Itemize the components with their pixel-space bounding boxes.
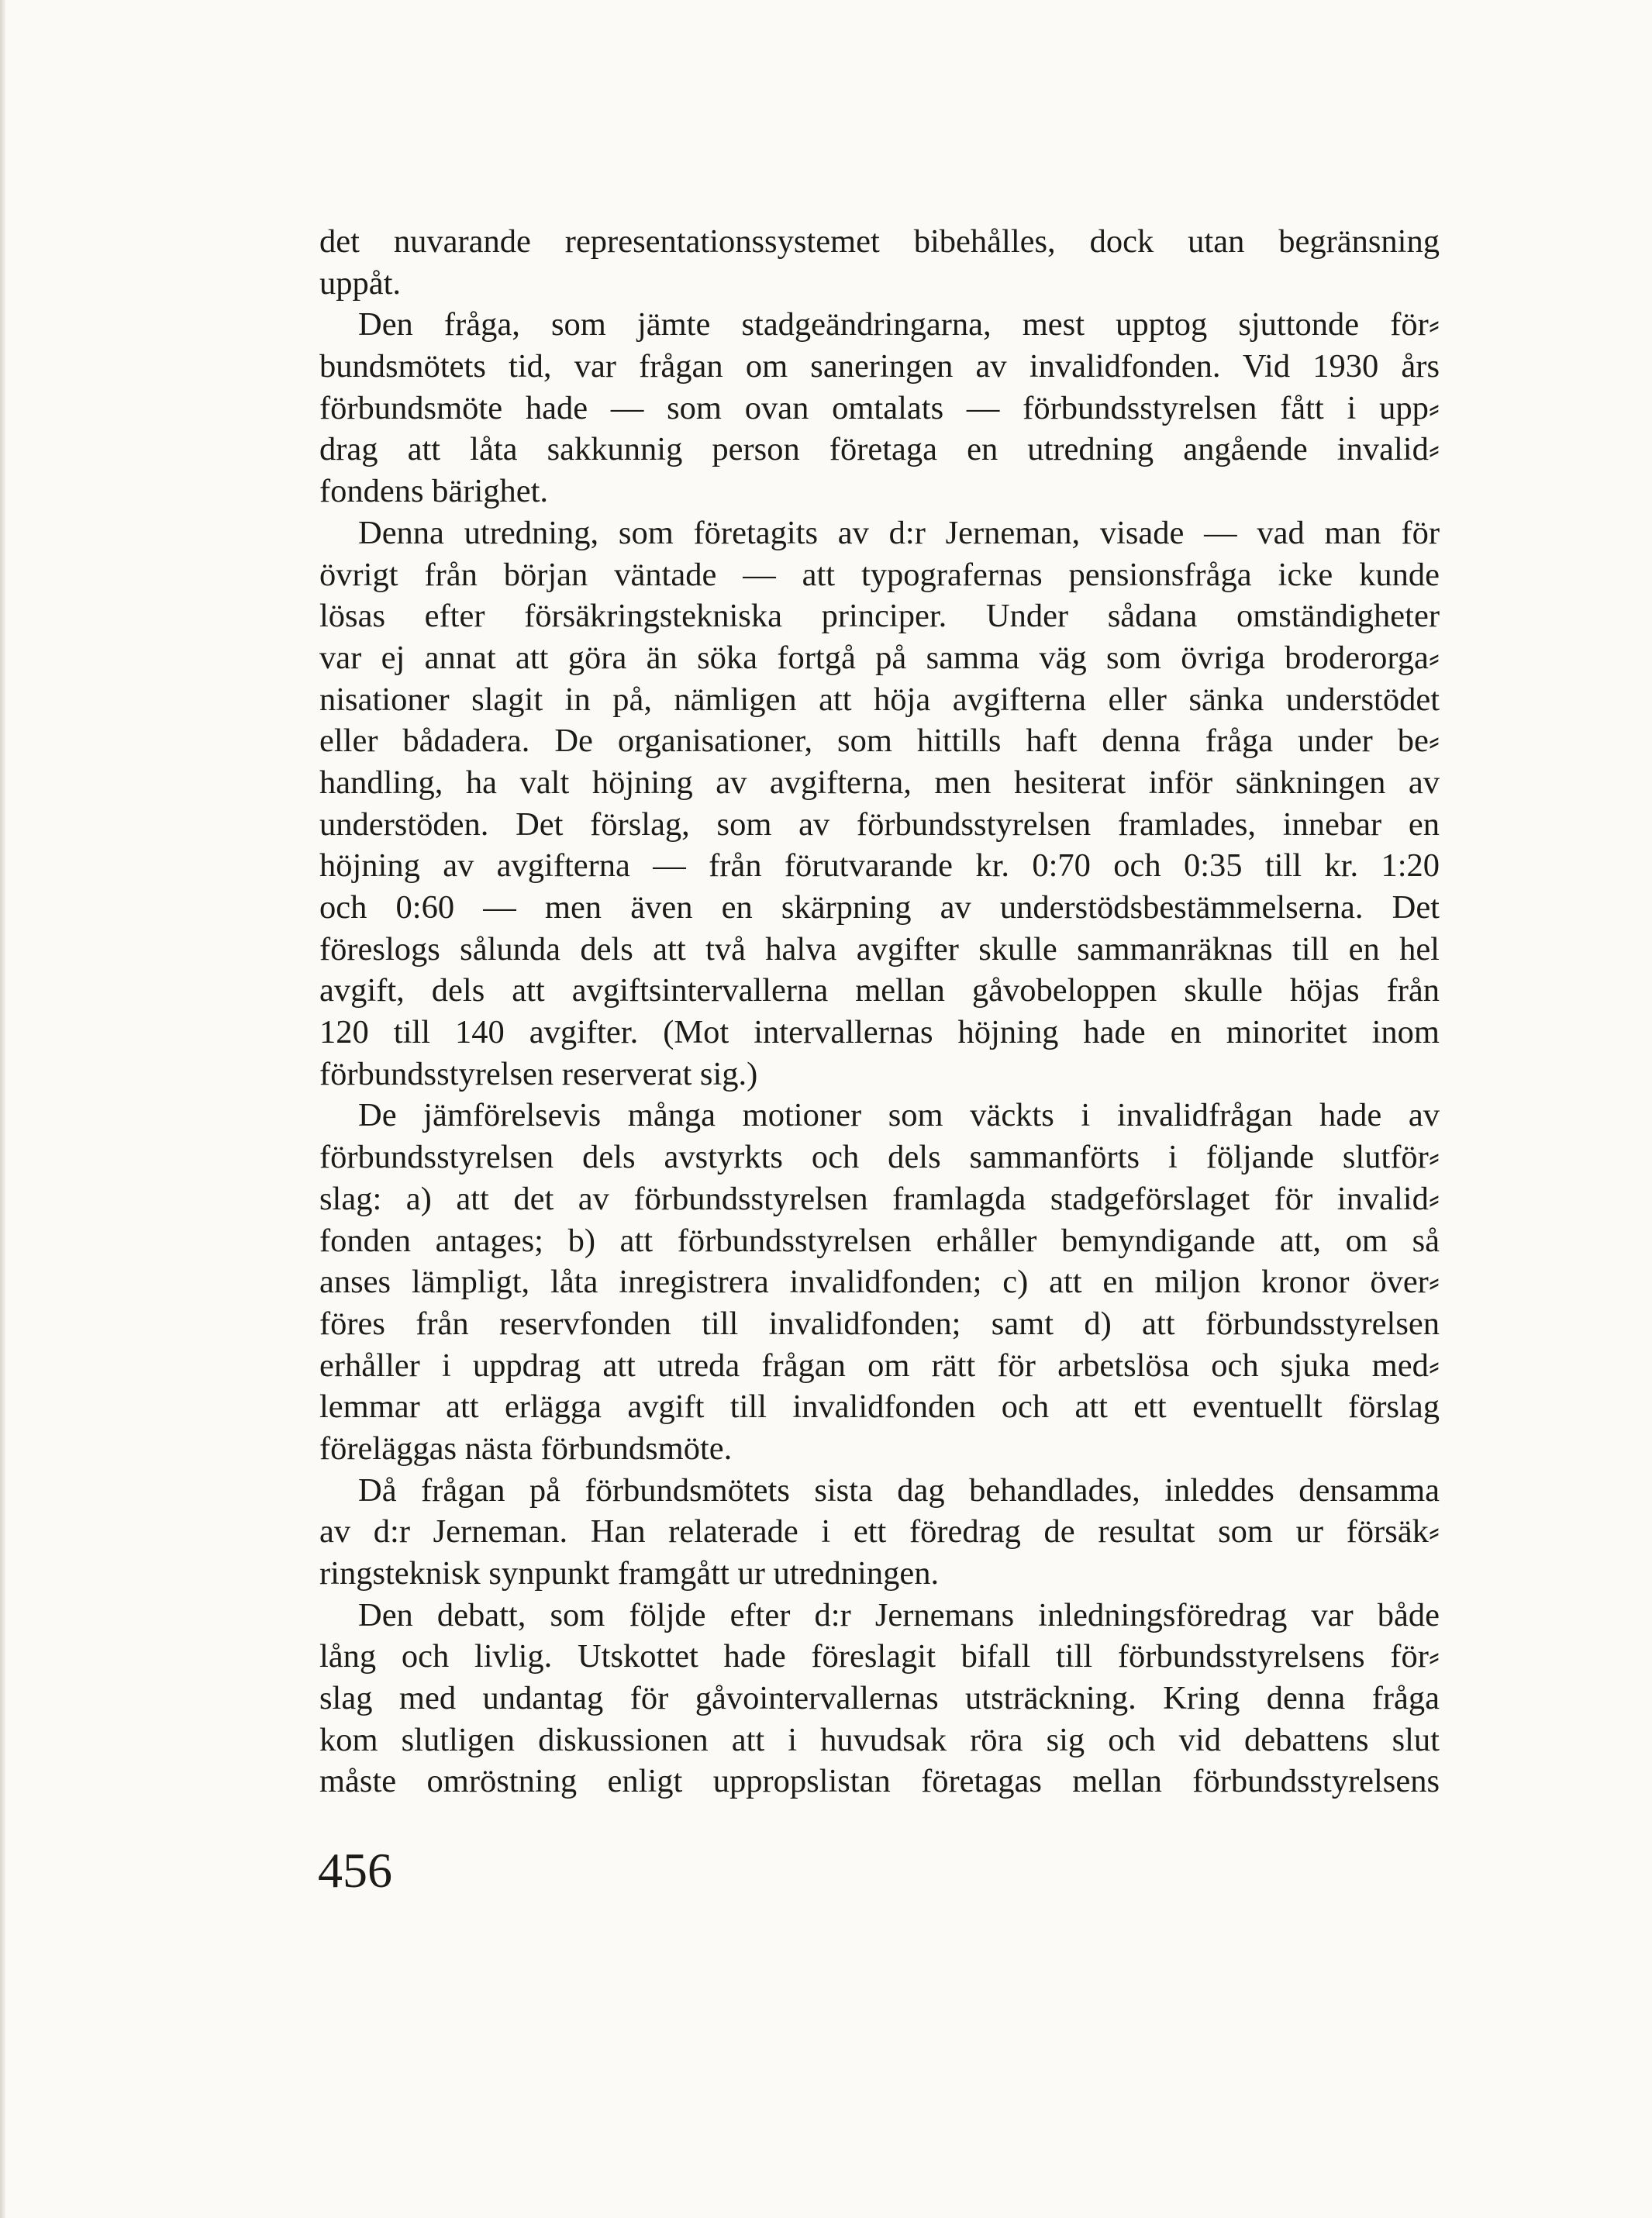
text-line: föreläggas nästa förbundsmöte. <box>319 1430 733 1467</box>
text-line: Den debatt, som följde efter d:r Jernemans inledningsföredrag var både <box>358 1596 1440 1633</box>
text-line: det nuvarande representationssystemet bibehålles, dock utan begränsning <box>319 223 1440 260</box>
text-line: kom slutligen diskussionen att i huvudsak röra sig och vid debattens slut <box>319 1721 1440 1758</box>
body-text <box>319 221 1440 1802</box>
text-line: Då frågan på förbundsmötets sista dag behandlades, inleddes densamma <box>358 1471 1440 1509</box>
text-line: lösas efter försäkringstekniska principer. Under sådana omständigheter <box>319 598 1440 635</box>
text-line: slag: a) att det av förbundsstyrelsen framlagda stadgeförslaget för invalid⸗ <box>319 1180 1440 1217</box>
text-line: höjning av avgifterna — från förutvarande kr. 0:70 och 0:35 till kr. 1:20 <box>319 847 1440 885</box>
text-line: måste omröstning enligt uppropslistan företagas mellan förbundsstyrelsens <box>319 1763 1440 1800</box>
text-line: förbundsmöte hade — som ovan omtalats — förbundsstyrelsen fått i upp⸗ <box>319 389 1440 426</box>
text-line: Denna utredning, som företagits av d:r Jerneman, visade — vad man för <box>358 514 1440 551</box>
text-line: föreslogs sålunda dels att två halva avgifter skulle sammanräknas till en hel <box>319 930 1440 968</box>
text-line: förbundsstyrelsen dels avstyrkts och dels sammanförts i följande slutför⸗ <box>319 1139 1440 1176</box>
text-line: ringsteknisk synpunkt framgått ur utredningen. <box>319 1555 940 1592</box>
text-line: 120 till 140 avgifter. (Mot intervallernas höjning hade en minoritet inom <box>319 1014 1440 1051</box>
text-line: lemmar att erlägga avgift till invalidfonden och att ett eventuellt förslag <box>319 1388 1440 1426</box>
text-line: nisationer slagit in på, nämligen att höja avgifterna eller sänka understödet <box>319 681 1440 718</box>
text-line: eller bådadera. De organisationer, som hittills haft denna fråga under be⸗ <box>319 723 1440 760</box>
text-line: avgift, dels att avgiftsintervallerna mellan gåvobeloppen skulle höjas från <box>319 972 1440 1009</box>
text-line: De jämförelsevis många motioner som väckts i invalidfrågan hade av <box>358 1097 1440 1134</box>
text-line: föres från reservfonden till invalidfonden; samt d) att förbundsstyrelsen <box>319 1305 1440 1342</box>
text-line: övrigt från början väntade — att typografernas pensionsfråga icke kunde <box>319 556 1440 593</box>
text-line: var ej annat att göra än söka fortgå på samma väg som övriga broderorga⸗ <box>319 639 1440 676</box>
text-line: och 0:60 — men även en skärpning av understödsbestämmelserna. Det <box>319 889 1440 926</box>
text-line: fonden antages; b) att förbundsstyrelsen erhåller bemyndigande att, om så <box>319 1222 1440 1259</box>
text-line: fondens bärighet. <box>319 473 549 510</box>
text-line: handling, ha valt höjning av avgifterna, men hesiterat inför sänkningen av <box>319 764 1440 801</box>
text-line: uppåt. <box>319 264 402 302</box>
text-line: drag att låta sakkunnig person företaga en utredning angående invalid⸗ <box>319 431 1440 468</box>
text-line: anses lämpligt, låta inregistrera invalidfonden; c) att en miljon kronor över⸗ <box>319 1264 1440 1301</box>
page-number: 456 <box>318 1843 392 1898</box>
text-line: understöden. Det förslag, som av förbundsstyrelsen framlades, innebar en <box>319 805 1440 843</box>
text-line: slag med undantag för gåvointervallernas utsträckning. Kring denna fråga <box>319 1680 1440 1717</box>
text-line: lång och livlig. Utskottet hade föreslagit bifall till förbundsstyrelsens för⸗ <box>319 1638 1440 1675</box>
text-line: bundsmötets tid, var frågan om saneringen av invalidfonden. Vid 1930 års <box>319 348 1440 385</box>
text-line: förbundsstyrelsen reserverat sig.) <box>319 1055 758 1092</box>
text-line: Den fråga, som jämte stadgeändringarna, mest upptog sjuttonde för⸗ <box>358 306 1440 343</box>
text-line: av d:r Jerneman. Han relaterade i ett föredrag de resultat som ur försäk⸗ <box>319 1513 1440 1551</box>
page-edge-shadow <box>0 0 5 2218</box>
text-line: erhåller i uppdrag att utreda frågan om rätt för arbetslösa och sjuka med⸗ <box>319 1347 1440 1384</box>
